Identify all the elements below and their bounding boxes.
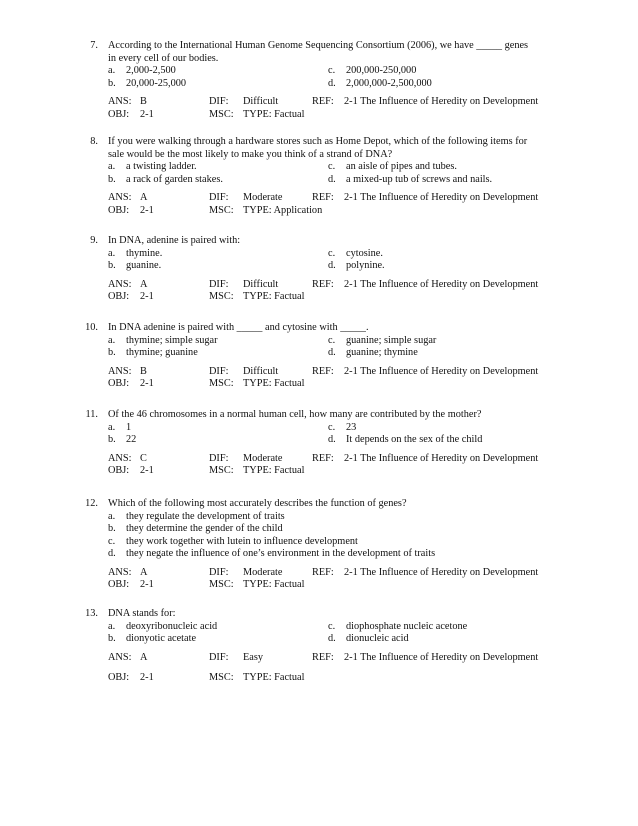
option-letter: a. [108,421,116,433]
option-letter: b. [108,633,116,644]
obj-label: OBJ: [108,204,130,216]
question-stem: In DNA, adenine is paired with: [108,235,241,246]
obj-value: 2-1 [140,291,154,302]
option-letter: c. [328,620,336,632]
question-number: 7. [90,40,98,51]
question-stem: According to the International Human Genome Sequencing Consortium (2006), we have _____ genes [108,40,529,51]
ref-label: REF: [312,365,334,377]
option-letter: d. [328,173,336,185]
ans-label: ANS: [108,365,132,377]
obj-label: OBJ: [108,108,130,120]
option-text: a twisting ladder. [126,161,197,172]
msc-label: MSC: [209,291,234,302]
dif-value: Difficult [243,278,279,290]
option-letter: c. [328,334,336,346]
question-number: 8. [90,136,98,147]
answer-option [328,335,436,347]
msc-value: TYPE: Application [243,204,323,216]
ref-value: 2-1 The Influence of Heredity on Development [344,278,539,290]
ans-label: ANS: [108,278,132,290]
answer-option [108,347,198,359]
answer-option [328,174,492,186]
ref-label: REF: [312,192,334,203]
ref-label: REF: [312,651,334,663]
ans-value: C [140,452,147,464]
answer-option [328,78,432,90]
ans-value: B [140,365,147,377]
option-letter: b. [108,347,116,358]
option-text: guanine. [126,260,162,271]
msc-label: MSC: [209,204,234,216]
option-letter: c. [328,161,336,172]
question-stem: sale would be the most likely to make you think of a strand of DNA? [108,148,393,160]
option-letter: b. [108,173,116,185]
answer-option [328,621,467,633]
option-letter: b. [108,523,116,534]
ans-value: A [140,566,148,578]
option-text: 23 [346,421,357,433]
dif-label: DIF: [209,452,229,464]
dif-value: Easy [243,651,264,663]
option-letter: b. [108,434,116,445]
option-text: thymine. [126,247,163,259]
answer-option [108,548,435,560]
msc-value: TYPE: Factual [243,108,305,120]
option-text: they negate the influence of one’s environment in the development of traits [126,548,436,559]
option-text: 2,000-2,500 [126,65,176,76]
msc-label: MSC: [209,579,234,590]
obj-value: 2-1 [140,579,154,590]
option-text: they determine the gender of the child [126,523,283,534]
option-letter: b. [108,260,116,271]
option-letter: a. [108,510,116,522]
option-text: a rack of garden stakes. [126,173,223,185]
option-letter: c. [328,65,336,76]
option-text: 22 [126,434,137,445]
answer-option [108,248,162,260]
dif-label: DIF: [209,566,229,578]
ans-label: ANS: [108,192,132,203]
option-letter: a. [108,334,116,346]
option-text: guanine; thymine [346,347,418,358]
answer-option [328,422,356,434]
option-text: a mixed-up tub of screws and nails. [346,173,493,185]
question-number: 11. [85,409,98,420]
ref-value: 2-1 The Influence of Heredity on Development [344,452,539,464]
question-number: 9. [90,235,98,246]
answer-option [328,347,418,359]
ref-value: 2-1 The Influence of Heredity on Development [344,96,539,107]
obj-label: OBJ: [108,579,130,590]
option-text: they regulate the development of traits [126,510,285,522]
dif-value: Moderate [243,452,283,464]
option-letter: d. [108,548,116,559]
ans-label: ANS: [108,96,132,107]
answer-option [108,536,358,548]
option-letter: d. [328,434,336,445]
obj-label: OBJ: [108,378,130,389]
obj-value: 2-1 [140,671,154,683]
option-letter: d. [328,633,336,644]
question-stem: DNA stands for: [108,608,176,619]
option-letter: a. [108,247,116,259]
answer-option [108,174,223,186]
dif-label: DIF: [209,651,229,663]
question-number: 10. [85,322,98,333]
dif-value: Difficult [243,365,279,377]
question-stem: If you were walking through a hardware stores such as Home Depot, which of the following items for [108,136,528,147]
answer-option [108,78,186,90]
option-text: guanine; simple sugar [346,334,437,346]
ans-label: ANS: [108,651,132,663]
option-letter: d. [328,347,336,358]
msc-value: TYPE: Factual [243,671,305,683]
ref-value: 2-1 The Influence of Heredity on Development [344,566,539,578]
option-text: cytosine. [346,247,383,259]
obj-value: 2-1 [140,378,154,389]
answer-option [108,621,217,633]
option-letter: d. [328,260,336,271]
answer-option [108,260,161,272]
answer-option [108,523,283,535]
msc-value: TYPE: Factual [243,378,305,389]
question-number: 12. [85,498,98,509]
dif-label: DIF: [209,96,229,107]
answer-option [328,633,409,645]
option-letter: b. [108,77,116,89]
option-letter: a. [108,620,116,632]
option-text: 2,000,000-2,500,000 [346,77,432,89]
ref-label: REF: [312,96,334,107]
dif-label: DIF: [209,192,229,203]
option-text: dionucleic acid [346,633,409,644]
option-letter: a. [108,161,116,172]
question-number: 13. [85,608,98,619]
ans-value: A [140,192,148,203]
obj-label: OBJ: [108,465,130,476]
ans-label: ANS: [108,452,132,464]
msc-value: TYPE: Factual [243,291,305,302]
ref-label: REF: [312,278,334,290]
obj-value: 2-1 [140,204,154,216]
option-text: dionyotic acetate [126,633,197,644]
answer-option [108,422,131,434]
ref-label: REF: [312,566,334,578]
ref-value: 2-1 The Influence of Heredity on Development [344,365,539,377]
msc-value: TYPE: Factual [243,465,305,476]
option-text: 20,000-25,000 [126,77,187,89]
answer-option [328,260,385,272]
question-stem: Which of the following most accurately describes the function of genes? [108,498,407,509]
dif-value: Moderate [243,566,283,578]
ans-value: A [140,651,148,663]
msc-value: TYPE: Factual [243,579,305,590]
ans-label: ANS: [108,566,132,578]
option-letter: d. [328,77,336,89]
question-stem: Of the 46 chromosomes in a normal human cell, how many are contributed by the mother? [108,409,482,420]
answer-option [328,65,416,77]
answer-option [108,511,285,523]
dif-value: Moderate [243,192,283,203]
ref-value: 2-1 The Influence of Heredity on Development [344,651,539,663]
ans-value: A [140,278,148,290]
answer-option [108,65,176,77]
ans-value: B [140,96,147,107]
option-letter: c. [328,421,336,433]
option-text: polynine. [346,260,385,271]
question-stem: In DNA adenine is paired with _____ and cytosine with _____. [108,322,369,333]
dif-label: DIF: [209,365,229,377]
option-text: thymine; guanine [126,347,198,358]
ref-label: REF: [312,452,334,464]
msc-label: MSC: [209,671,234,683]
msc-label: MSC: [209,378,234,389]
option-text: an aisle of pipes and tubes. [346,161,457,172]
option-text: It depends on the sex of the child [346,434,483,445]
msc-label: MSC: [209,465,234,476]
answer-option [328,434,482,446]
option-text: thymine; simple sugar [126,334,218,346]
option-text: they work together with lutein to influence development [126,535,358,547]
answer-option [108,434,136,446]
option-text: diophosphate nucleic acetone [346,620,468,632]
obj-label: OBJ: [108,291,130,302]
dif-value: Difficult [243,96,279,107]
answer-option [108,633,196,645]
option-text: 1 [126,421,132,433]
answer-option [108,161,197,173]
obj-value: 2-1 [140,108,154,120]
answer-option [108,335,218,347]
answer-option [328,161,457,173]
option-letter: a. [108,65,116,76]
question-stem: in every cell of our bodies. [108,52,219,64]
msc-label: MSC: [209,108,234,120]
option-letter: c. [108,535,116,547]
obj-value: 2-1 [140,465,154,476]
ref-value: 2-1 The Influence of Heredity on Development [344,192,539,203]
answer-option [328,248,383,260]
dif-label: DIF: [209,278,229,290]
option-text: 200,000-250,000 [346,65,417,76]
obj-label: OBJ: [108,671,130,683]
option-text: deoxyribonucleic acid [126,620,218,632]
option-letter: c. [328,247,336,259]
